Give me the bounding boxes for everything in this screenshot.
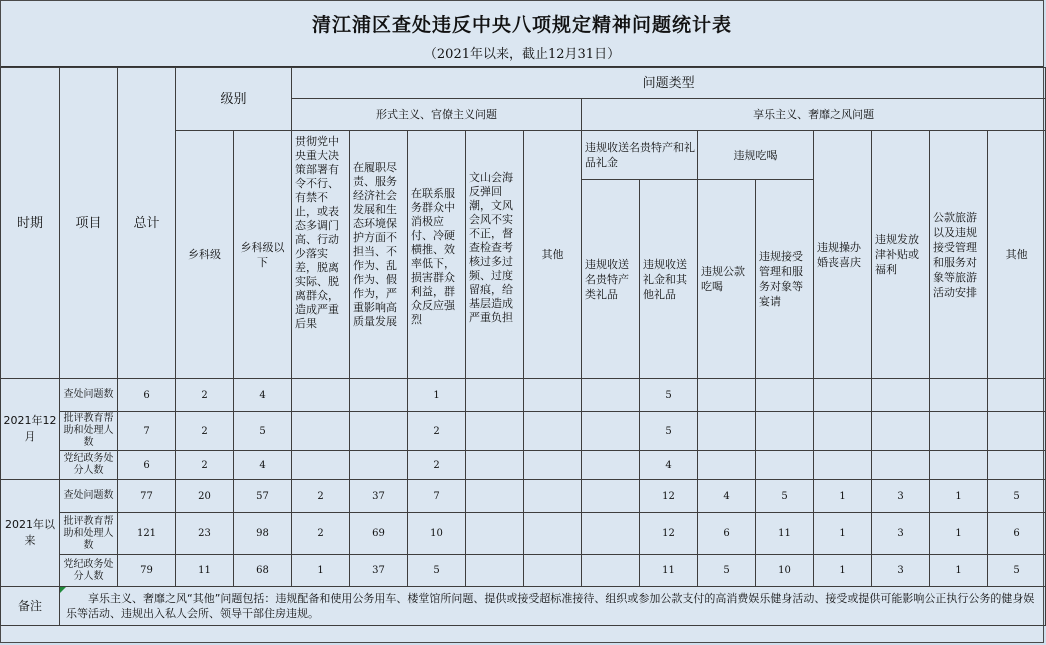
cell: [756, 451, 814, 480]
table-row: [1, 451, 1046, 480]
cell: 5: [698, 555, 756, 587]
cell: [350, 379, 408, 412]
header-f-other: 其他: [524, 131, 582, 379]
note-cell: [60, 587, 1046, 626]
cell: 10: [756, 555, 814, 587]
table-row: [1, 555, 1046, 587]
header-below-township: 乡科级以下: [234, 131, 292, 379]
cell: [466, 480, 524, 513]
cell: 7: [118, 412, 176, 451]
cell: 1: [292, 555, 350, 587]
cell: 20: [176, 480, 234, 513]
cell: [292, 451, 350, 480]
cell: 11: [640, 555, 698, 587]
note-text: 享乐主义、奢靡之风“其他”问题包括：违规配备和使用公务用车、楼堂馆所问题、提供或接受超标准接待、组织或参加公款支付的高消费娱乐健身活动、接受或提供可能影响公正执行公务的健身娱乐等活动、违规出入私人会所、领导干部住房违规。: [66, 592, 1035, 620]
cell: 79: [118, 555, 176, 587]
cell: [698, 412, 756, 451]
cell: 37: [350, 555, 408, 587]
cell: [466, 513, 524, 555]
cell: 1: [814, 480, 872, 513]
header-h1: 违规收送名贵特产类礼品: [582, 180, 640, 379]
header-dining-group: 违规吃喝: [698, 131, 814, 180]
header-f1: 贯彻党中央重大决策部署有令不行、有禁不止，或表态多调门高、行动少落实差，脱离实际、脱离群众，造成严重后果: [292, 131, 350, 379]
cell: 1: [814, 555, 872, 587]
cell: 5: [756, 480, 814, 513]
header-h3: 违规公款吃喝: [698, 180, 756, 379]
cell: 2: [292, 513, 350, 555]
row-item: 党纪政务处分人数: [60, 555, 118, 587]
cell: [988, 379, 1046, 412]
cell: 6: [118, 379, 176, 412]
cell: 5: [640, 379, 698, 412]
row-item: 查处问题数: [60, 379, 118, 412]
cell: [466, 379, 524, 412]
table-row: [1, 513, 1046, 555]
header-h2: 违规收送礼金和其他礼品: [640, 180, 698, 379]
cell: [350, 451, 408, 480]
cell: [988, 412, 1046, 451]
cell: 1: [814, 513, 872, 555]
table-row: [1, 480, 1046, 513]
row-item: 批评教育帮助和处理人数: [60, 513, 118, 555]
cell: 68: [234, 555, 292, 587]
cell: [292, 379, 350, 412]
cell: 12: [640, 513, 698, 555]
cell: 1: [930, 480, 988, 513]
cell: [814, 412, 872, 451]
header-formalism-group: 形式主义、官僚主义问题: [292, 99, 582, 131]
cell: 4: [698, 480, 756, 513]
header-hedonism-group: 享乐主义、奢靡之风问题: [582, 99, 1046, 131]
table-row: [1, 379, 1046, 412]
cell: 3: [872, 555, 930, 587]
cell: 12: [640, 480, 698, 513]
cell: 3: [872, 480, 930, 513]
cell: [524, 412, 582, 451]
cell: 5: [988, 480, 1046, 513]
cell: 37: [350, 480, 408, 513]
header-h4: 违规接受管理和服务对象等宴请: [756, 180, 814, 379]
cell: [930, 379, 988, 412]
header-h-other: 其他: [988, 131, 1046, 379]
cell: [582, 451, 640, 480]
cell: 6: [118, 451, 176, 480]
header-h5: 违规操办婚丧喜庆: [814, 131, 872, 379]
cell: [872, 412, 930, 451]
cell: 2: [176, 379, 234, 412]
cell: [582, 379, 640, 412]
cell: [524, 451, 582, 480]
header-h6: 违规发放津补贴或福利: [872, 131, 930, 379]
row-item: 批评教育帮助和处理人数: [60, 412, 118, 451]
cell: 6: [698, 513, 756, 555]
row-item: 查处问题数: [60, 480, 118, 513]
row-item: 党纪政务处分人数: [60, 451, 118, 480]
cell: 4: [234, 451, 292, 480]
header-f3: 在联系服务群众中消极应付、冷硬横推、效率低下，损害群众利益，群众反应强烈: [408, 131, 466, 379]
page-subtitle: （2021年以来，截止12月31日）: [423, 47, 621, 62]
cell: 1: [930, 513, 988, 555]
cell: [756, 379, 814, 412]
cell: 69: [350, 513, 408, 555]
cell: [466, 412, 524, 451]
statistics-table: [0, 67, 1046, 626]
cell: [930, 412, 988, 451]
note-label: 备注: [1, 587, 60, 626]
header-problem-type: 问题类型: [292, 68, 1046, 99]
cell: 7: [408, 480, 466, 513]
period-label: 2021年以来: [1, 480, 60, 587]
cell: 2: [176, 451, 234, 480]
cell: [524, 555, 582, 587]
header-gift-group: 违规收送名贵特产和礼品礼金: [582, 131, 698, 180]
note-row: [1, 587, 1046, 626]
cell-comment-marker-icon: [60, 587, 66, 593]
cell: 57: [234, 480, 292, 513]
cell: [930, 451, 988, 480]
cell: [698, 451, 756, 480]
header-period: 时期: [1, 68, 60, 379]
header-total: 总计: [118, 68, 176, 379]
cell: 10: [408, 513, 466, 555]
cell: 2: [408, 451, 466, 480]
cell: [350, 412, 408, 451]
cell: 1: [408, 379, 466, 412]
cell: 11: [176, 555, 234, 587]
cell: 2: [408, 412, 466, 451]
cell: 5: [234, 412, 292, 451]
period-label: 2021年12月: [1, 379, 60, 480]
cell: [466, 451, 524, 480]
cell: 4: [234, 379, 292, 412]
table-row: [1, 412, 1046, 451]
cell: [582, 555, 640, 587]
cell: 5: [408, 555, 466, 587]
header-f2: 在履职尽责、服务经济社会发展和生态环境保护方面不担当、不作为、乱作为、假作为，严重影响高质量发展: [350, 131, 408, 379]
cell: 4: [640, 451, 698, 480]
cell: 77: [118, 480, 176, 513]
cell: [292, 412, 350, 451]
header-township: 乡科级: [176, 131, 234, 379]
cell: 23: [176, 513, 234, 555]
cell: 5: [988, 555, 1046, 587]
cell: 2: [176, 412, 234, 451]
cell: [756, 412, 814, 451]
cell: 2: [292, 480, 350, 513]
page-title: 清江浦区查处违反中央八项规定精神问题统计表: [311, 14, 732, 36]
cell: [582, 480, 640, 513]
cell: [466, 555, 524, 587]
header-item: 项目: [60, 68, 118, 379]
cell: [524, 480, 582, 513]
cell: [582, 513, 640, 555]
header-f4: 文山会海反弹回潮，文风会风不实不正，督查检查考核过多过频、过度留痕，给基层造成严重负担: [466, 131, 524, 379]
cell: 6: [988, 513, 1046, 555]
table-body: [1, 68, 1046, 626]
cell: 98: [234, 513, 292, 555]
cell: [872, 451, 930, 480]
cell: [814, 379, 872, 412]
cell: 3: [872, 513, 930, 555]
cell: [988, 451, 1046, 480]
cell: 11: [756, 513, 814, 555]
cell: 5: [640, 412, 698, 451]
cell: [872, 379, 930, 412]
cell: [698, 379, 756, 412]
cell: [814, 451, 872, 480]
cell: [524, 513, 582, 555]
title-box: [1, 1, 1043, 67]
cell: [524, 379, 582, 412]
header-h7: 公款旅游以及违规接受管理和服务对象等旅游活动安排: [930, 131, 988, 379]
header-level: 级别: [176, 68, 292, 131]
cell: [582, 412, 640, 451]
cell: 121: [118, 513, 176, 555]
cell: 1: [930, 555, 988, 587]
